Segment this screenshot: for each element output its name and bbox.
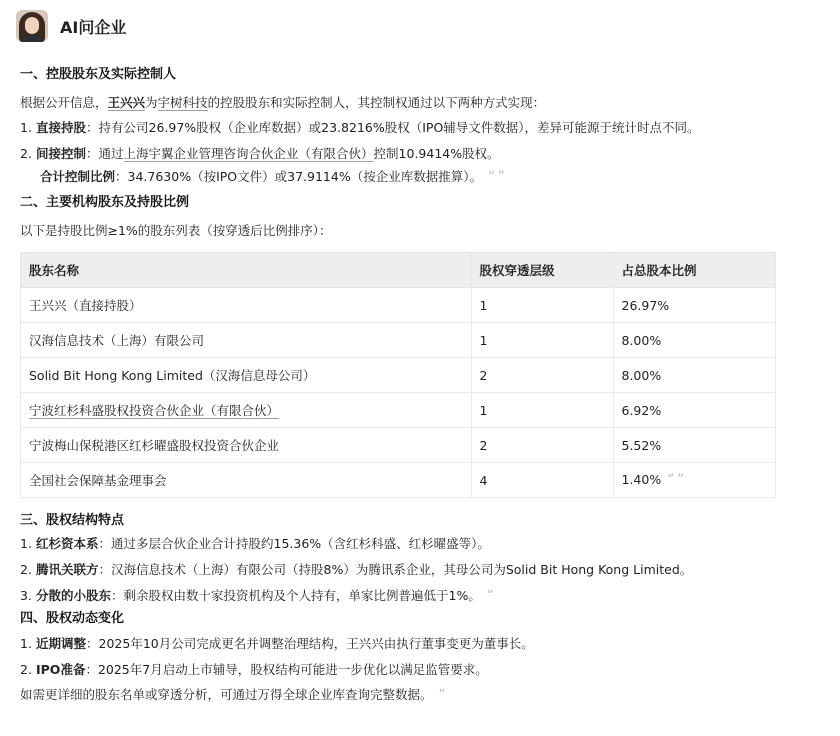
- cell-ratio: 8.00%: [613, 323, 776, 358]
- item-text: 控制10.9414%股权。: [373, 146, 500, 161]
- table-row: [21, 323, 776, 358]
- item-label: 红杉资本系: [36, 536, 99, 551]
- item-text: ：持有公司26.97%股权（企业库数据）或23.8216%股权（IPO辅导文件数据），差异可能源于统计时点不同。: [86, 120, 700, 135]
- item-label: 合计控制比例: [40, 169, 116, 184]
- list-number: 2.: [20, 562, 32, 577]
- structure-list: [20, 532, 800, 608]
- company-link[interactable]: 宇树科技: [157, 95, 208, 110]
- section-title-changes: 四、股权动态变化: [20, 611, 125, 626]
- cell-name: Solid Bit Hong Kong Limited（汉海信息母公司）: [21, 358, 472, 393]
- control-list: [20, 116, 800, 166]
- cell-ratio: 5.52%: [613, 428, 776, 463]
- cell-ratio: 26.97%: [613, 288, 776, 323]
- column-header-level: 股权穿透层级: [471, 253, 613, 288]
- list-number: 1.: [20, 636, 32, 651]
- table-row: [21, 358, 776, 393]
- cell-ratio: 6.92%: [613, 393, 776, 428]
- cell-name: 宁波梅山保税港区红杉曜盛股权投资合伙企业: [21, 428, 472, 463]
- shareholder-table: [20, 252, 776, 498]
- item-label: 近期调整: [36, 636, 87, 651]
- ratio-value: 1.40%: [621, 472, 662, 487]
- intro-text: 的控股股东和实际控制人，其控制权通过以下两种方式实现：: [207, 95, 546, 110]
- person-link[interactable]: 王兴兴: [107, 95, 146, 110]
- list-item: [20, 632, 800, 656]
- section-intro: [20, 92, 800, 114]
- item-label: 腾讯关联方: [36, 562, 99, 577]
- cell-level: 1: [471, 393, 613, 428]
- item-label: 间接控制: [36, 146, 87, 161]
- cell-ratio: [613, 463, 776, 498]
- item-text: ：汉海信息技术（上海）有限公司（持股8%）为腾讯系企业，其母公司为Solid Bit Hong Kong Limited。: [98, 562, 693, 577]
- footer-text: 如需更详细的股东名单或穿透分析，可通过万得全球企业库查询完整数据。: [20, 687, 433, 702]
- cell-name: [21, 393, 472, 428]
- intro-text: 为: [145, 95, 158, 110]
- cell-level: 4: [471, 463, 613, 498]
- item-label: IPO准备: [36, 662, 86, 677]
- cell-name: 王兴兴（直接持股）: [21, 288, 472, 323]
- cell-name: 全国社会保障基金理事会: [21, 463, 472, 498]
- section-title-controlling-shareholder: 一、控股股东及实际控制人: [20, 67, 177, 82]
- table-row: [21, 288, 776, 323]
- table-row: [21, 463, 776, 498]
- item-text: ：通过多层合伙企业合计持股约15.36%（含红杉科盛、红杉曜盛等）。: [98, 536, 490, 551]
- citation-icon[interactable]: “ ”: [667, 472, 684, 488]
- list-item: [20, 658, 800, 682]
- section-title-structure: 三、股权结构特点: [20, 513, 125, 528]
- section-intro: 以下是持股比例≥1%的股东列表（按穿透后比例排序）：: [20, 223, 332, 238]
- item-text: ：34.7630%（按IPO文件）或37.9114%（按企业库数据推算）。: [115, 169, 482, 184]
- table-row: [21, 393, 776, 428]
- list-item: [20, 584, 800, 608]
- list-item: [20, 558, 800, 582]
- app-title: AI问企业: [60, 17, 127, 37]
- cell-ratio: 8.00%: [613, 358, 776, 393]
- footer-note: [20, 684, 800, 706]
- item-text: ：2025年10月公司完成更名并调整治理结构，王兴兴由执行董事变更为董事长。: [86, 636, 534, 651]
- changes-list: [20, 632, 800, 682]
- cell-level: 1: [471, 288, 613, 323]
- cell-name: 汉海信息技术（上海）有限公司: [21, 323, 472, 358]
- answer-content: [20, 64, 800, 706]
- cell-level: 1: [471, 323, 613, 358]
- column-header-name: 股东名称: [21, 253, 472, 288]
- list-item: [20, 532, 800, 556]
- list-item: [20, 142, 800, 166]
- list-number: 1.: [20, 536, 32, 551]
- item-text: ：剩余股权由数十家投资机构及个人持有，单家比例普遍低于1%。: [111, 588, 481, 603]
- section-title-shareholders: 二、主要机构股东及持股比例: [20, 195, 190, 210]
- item-label: 分散的小股东: [36, 588, 112, 603]
- list-number: 2.: [20, 662, 32, 677]
- intro-text: 根据公开信息，: [20, 95, 108, 110]
- company-link[interactable]: 宁波红杉科盛股权投资合伙企业（有限合伙）: [29, 403, 280, 418]
- chat-header: [16, 8, 126, 44]
- partnership-link[interactable]: 上海宇翼企业管理咨询合伙企业（有限合伙）: [123, 146, 374, 161]
- column-header-ratio: 占总股本比例: [613, 253, 776, 288]
- list-number: 2.: [20, 146, 32, 161]
- item-text: ：2025年7月启动上市辅导，股权结构可能进一步优化以满足监管要求。: [85, 662, 488, 677]
- table-row: [21, 428, 776, 463]
- avatar[interactable]: [16, 10, 48, 42]
- citation-icon[interactable]: “ ”: [487, 169, 504, 185]
- table-header-row: [21, 253, 776, 288]
- cell-level: 2: [471, 428, 613, 463]
- list-item: [20, 116, 800, 140]
- item-text: ：通过: [86, 146, 124, 161]
- cell-level: 2: [471, 358, 613, 393]
- citation-icon[interactable]: “: [438, 687, 445, 703]
- citation-icon[interactable]: “: [486, 588, 494, 604]
- item-label: 直接持股: [36, 120, 87, 135]
- list-number: 1.: [20, 120, 32, 135]
- total-control-ratio: [20, 166, 800, 188]
- list-number: 3.: [20, 588, 32, 603]
